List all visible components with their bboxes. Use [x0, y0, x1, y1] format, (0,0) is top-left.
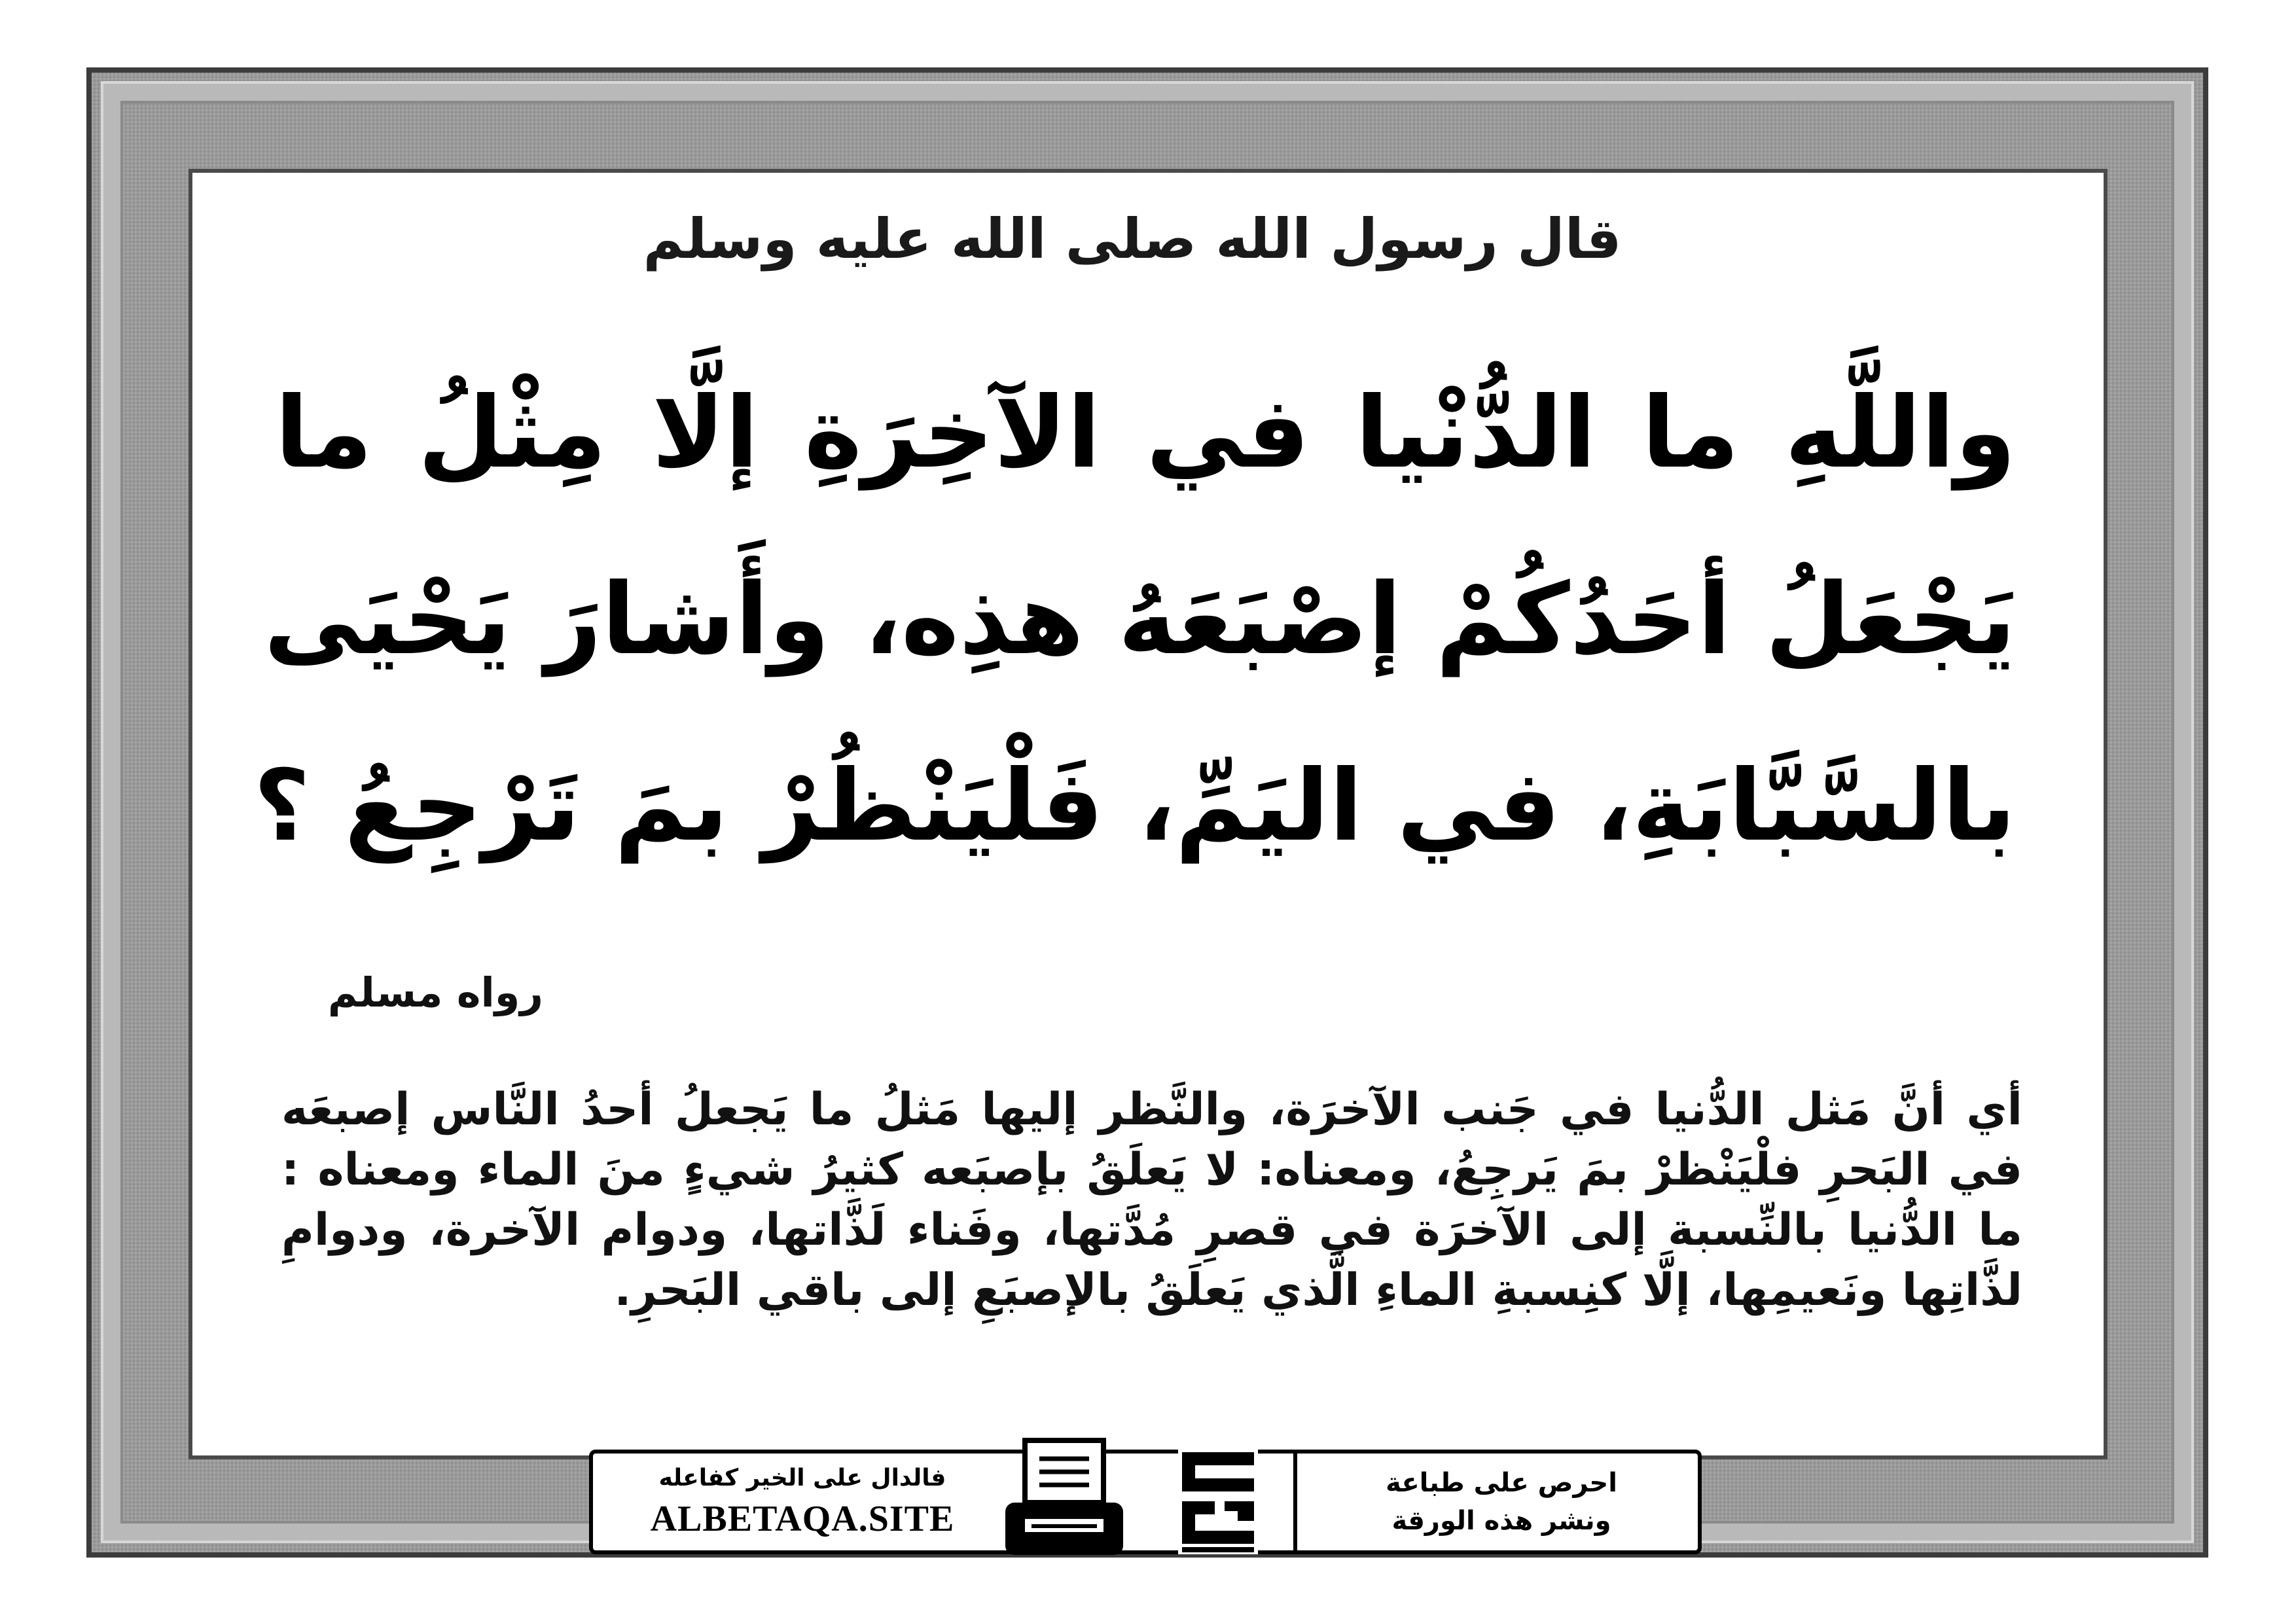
explanation-text: أي أنَّ مَثل الدُّنيا في جَنب الآخرَة، والنَّظر إليها مَثلُ ما يَجعلُ أحدُ النَّاس إصبعَه في البَحرِ فلْيَنْظرْ بمَ يَرجِعُ، ومعناه: لا يَعلَقُ بإصبَعه كثيرُ شيءٍ منَ الماء ومعناه : ما الدُّنيا بالنِّسبة إلى الآخرَة في قصرِ مُدَّتها، وفَناء لَذَّاتها، ودوام الآخرة، ودوامِ لذَّاتِها ونَعيمِها، إلَّا كنِسبةِ الماءِ الَّذي يَعلَقُ بالإصبَعِ إلى باقي البَحرِ. — [281, 1084, 2022, 1316]
call-line-1: احرص على طباعة — [1386, 1468, 1617, 1498]
footer-site-block[interactable] — [593, 1454, 1012, 1550]
logo-mark-icon — [1175, 1439, 1261, 1557]
footer-bar — [589, 1450, 1702, 1554]
hadith-line: بالسَّبَّابَةِ، في اليَمِّ، فَلْيَنْظُرْ بمَ تَرْجِعُ ؟ — [253, 749, 2016, 863]
footer-call-to-action — [1305, 1454, 1698, 1550]
site-link[interactable]: ALBETAQA.SITE — [650, 1498, 955, 1539]
source-attribution: رواه مسلم — [327, 969, 543, 1016]
printer-icon — [999, 1434, 1130, 1561]
hadith-line: واللَّهِ ما الدُّنْيا في الآخِرَةِ إلَّا مِثْلُ ما — [275, 376, 2016, 490]
footer-divider — [1293, 1454, 1297, 1550]
footer-slogan: فالدال على الخير كفاعله — [658, 1464, 946, 1491]
hadith-line: يَجْعَلُ أحَدُكُمْ إصْبَعَهُ هذِه، وأَشارَ يَحْيَى — [264, 563, 2016, 677]
call-line-2: ونشر هذه الورقة — [1391, 1506, 1611, 1536]
dawatuna-logo — [1175, 1439, 1261, 1557]
hadith-text — [253, 340, 2016, 900]
page-heading: قال رسول الله صلى الله عليه وسلم — [643, 207, 1622, 271]
